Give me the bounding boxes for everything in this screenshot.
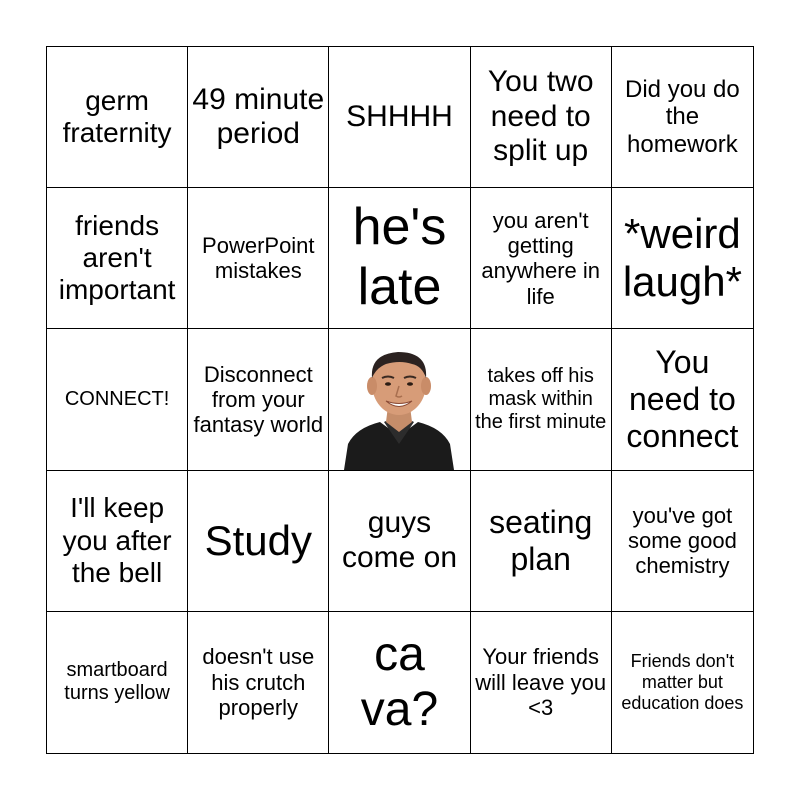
bingo-cell[interactable] — [188, 47, 329, 188]
cell-text: ca va? — [360, 628, 439, 737]
cell-text: Your friends will leave you <3 — [475, 644, 607, 721]
bingo-cell[interactable] — [329, 612, 470, 753]
cell-text: guys come on — [341, 506, 458, 574]
cell-text: doesn't use his crutch properly — [202, 644, 315, 721]
cell-text: friends aren't important — [58, 210, 176, 306]
cell-text: you aren't getting anywhere in life — [481, 207, 601, 309]
cell-text: Did you do the homework — [625, 75, 740, 158]
bingo-cell[interactable] — [471, 188, 612, 329]
cell-text: Disconnect from your fantasy world — [193, 361, 324, 438]
cell-text: PowerPoint mistakes — [202, 232, 315, 284]
cell-text: you've got some good chemistry — [627, 502, 737, 579]
cell-text: 49 minute period — [192, 82, 325, 151]
bingo-cell[interactable] — [47, 471, 188, 612]
bingo-cell[interactable] — [471, 47, 612, 188]
bingo-cell[interactable] — [471, 329, 612, 470]
bingo-cell[interactable] — [47, 329, 188, 470]
bingo-cell[interactable] — [612, 188, 753, 329]
cell-text: Study — [204, 516, 312, 564]
cell-text: seating plan — [489, 503, 593, 577]
bingo-cell[interactable] — [188, 329, 329, 470]
bingo-cell[interactable] — [329, 188, 470, 329]
bingo-cell[interactable] — [188, 188, 329, 329]
bingo-cell[interactable] — [471, 471, 612, 612]
bingo-cell[interactable] — [329, 47, 470, 188]
bingo-cell[interactable] — [471, 612, 612, 753]
bingo-board — [46, 46, 754, 754]
bingo-cell[interactable] — [188, 612, 329, 753]
cell-text: takes off his mask within the first minute — [475, 364, 607, 433]
cell-text: You need to connect — [626, 344, 739, 454]
bingo-cell[interactable] — [612, 471, 753, 612]
cell-text: *weird laugh* — [622, 209, 742, 306]
cell-text: he's late — [352, 198, 447, 317]
cell-text: smartboard turns yellow — [64, 659, 170, 705]
bingo-cell[interactable] — [47, 188, 188, 329]
bingo-cell[interactable] — [612, 329, 753, 470]
cell-text: germ fraternity — [62, 84, 172, 149]
bingo-cell[interactable] — [612, 47, 753, 188]
cell-text: SHHHH — [346, 99, 453, 133]
cell-text: Friends don't matter but education does — [621, 651, 744, 713]
cell-text: I'll keep you after the bell — [62, 492, 172, 588]
bingo-cell[interactable] — [188, 471, 329, 612]
bingo-cell[interactable] — [329, 471, 470, 612]
bingo-cell[interactable] — [47, 612, 188, 753]
free-space-photo — [329, 329, 470, 470]
cell-text: You two need to split up — [487, 65, 594, 168]
teacher-photo-image — [340, 340, 458, 470]
bingo-cell[interactable] — [612, 612, 753, 753]
cell-text: CONNECT! — [64, 387, 170, 410]
bingo-cell[interactable] — [47, 47, 188, 188]
